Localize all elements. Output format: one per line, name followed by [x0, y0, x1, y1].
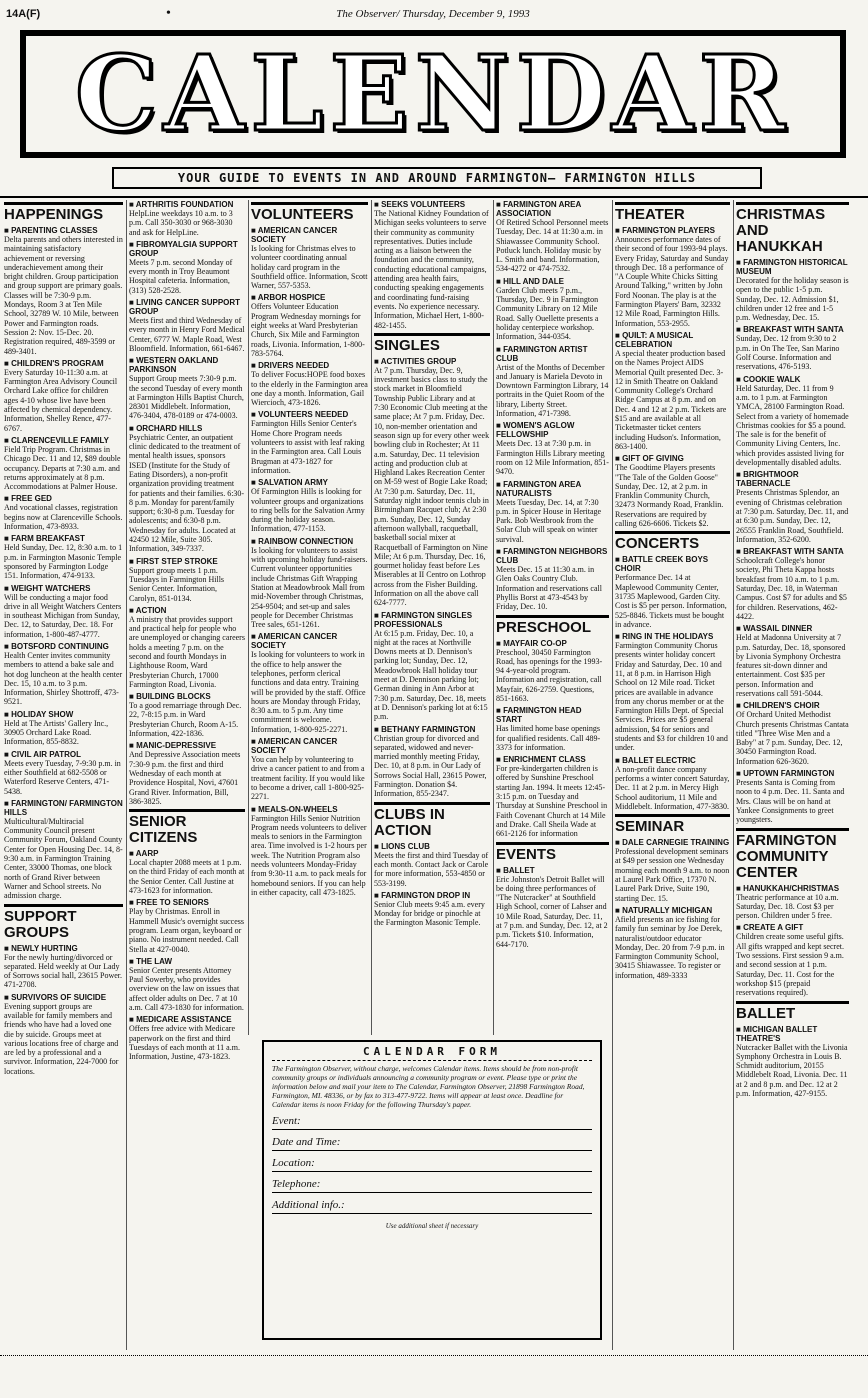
calendar-item [615, 454, 730, 528]
form-title: CALENDAR FORM [272, 1045, 592, 1061]
calendar-item [4, 799, 123, 901]
item-title: ■ DALE CARNEGIE TRAINING [615, 838, 730, 847]
item-body: Of Farmington Hills is looking for volunteer groups and organizations to ring bells for the Salvation Army during the holiday season. Information, 477-1153. [251, 487, 365, 534]
item-title: ■ QUILT: A MUSICAL CELEBRATION [615, 331, 730, 349]
item-body: Play by Christmas. Enroll in Hammell Music's overnight success program. Learn organ, keyboard or piano. No instrument needed. Call Stella at 427-0040. [129, 907, 244, 954]
item-body: For pre-kindergarten children is offered by Sunshine Preschool starting Jan. 1994. It meets 12:45-3:15 p.m. on Tuesday and Thursday at Sunshine Preschool in Faith Covenant Church at 14 Mile and Drake. Call Sheila Wade at 661-2126 for information [496, 764, 608, 839]
item-body: The Goodtime Players presents "The Tale of the Golden Goose" Sunday, Dec. 12, at 2 p.m. in Franklin Community Church, 32473 Normandy Road, Franklin. Reservations are required by calling 626-6606. Tickets $2. [615, 463, 724, 529]
calendar-item [615, 226, 730, 328]
calendar-item [374, 842, 490, 888]
calendar-item [251, 632, 368, 734]
item-title: ■ GIFT OF GIVING [615, 454, 730, 463]
divider [0, 196, 868, 198]
item-title: ■ CHILDREN'S PROGRAM [4, 359, 123, 368]
item-title: ■ AARP [129, 849, 245, 858]
item-title: ■ HANUKKAH/CHRISTMAS [736, 884, 849, 893]
item-title: ■ LIONS CLUB [374, 842, 490, 851]
calendar-item [374, 891, 490, 928]
calendar-item [496, 755, 609, 838]
calendar-item [615, 756, 730, 811]
item-title: ■ THE LAW [129, 957, 245, 966]
section-heading: CLUBS IN ACTION [374, 802, 490, 839]
item-body: Offers free advice with Medicare paperwork on the first and third Tuesdays of each month at 11 a.m. Information, Justine, 473-1823. [129, 1024, 240, 1062]
item-title: ■ AMERICAN CANCER SOCIETY [251, 226, 368, 244]
item-title: ■ CREATE A GIFT [736, 923, 849, 932]
item-title: ■ ARBOR HOSPICE [251, 293, 368, 302]
section-heading: SEMINAR [615, 814, 730, 835]
item-title: ■ SALVATION ARMY [251, 478, 368, 487]
calendar-item [496, 421, 609, 476]
calendar-item [4, 226, 123, 356]
item-title: ■ VOLUNTEERS NEEDED [251, 410, 368, 419]
calendar-item [496, 639, 609, 704]
item-body: Will be conducting a major food drive in all Weight Watchers Centers in southeast Michigan from Sunday, Dec. 12, to Saturday, Dec. 18. For information, 1-800-487-4777. [4, 592, 122, 639]
item-title: ■ BALLET [496, 866, 609, 875]
item-body: Schoolcraft College's honor society, Phi Theta Kappa hosts breakfast from 10 a.m. to 1 p.m. Saturday, Dec. 18, in Waterman Campus. Cost $7 for adults and $5 for children. Reservations, 462-4422. [736, 556, 847, 621]
item-body: Offers Volunteer Education Program Wednesday mornings for eight weeks at Ward Presbyterian Church, Six Mile and Farmington roads, Livonia. Information, 1-800-783-5764. [251, 302, 365, 358]
item-body: Meets first and third Wednesday of every month in Henry Ford Medical Center, 6777 W. Maple Road, West Bloomfield. Information, 661-6467. [129, 316, 245, 353]
item-body: Multicultural/Multiracial Community Council present Community Forum, Oakland County Center for Open Housing Dec. 14, 8-9:30 a.m. in Farmington Training Center, 33000 Thomas, one block north of Grand River between Warner and School streets. No admission charge. [4, 816, 123, 901]
item-title: ■ FARMINGTON SINGLES PROFESSIONALS [374, 611, 490, 629]
item-body: For the newly hurting/divorced or separated. Held weekly at Our Lady of Sorrows social hall, 23615 Power. 471-2708. [4, 952, 122, 990]
item-body: Meets the first and third Tuesday of each month. Contact Jack or Carole for more information, 553-4850 or 553-3199. [374, 850, 489, 888]
item-title: ■ COOKIE WALK [736, 375, 849, 384]
form-field-event[interactable]: Event: [272, 1115, 592, 1130]
folio-line [6, 6, 860, 24]
calendar-item [129, 1015, 245, 1061]
calendar-item [251, 293, 368, 358]
item-body: Meets Tuesday, Dec. 14, at 7:30 p.m. in Spicer House in Heritage Park. Bob Westbrook from the Solar Club will speak on winter survival. [496, 497, 602, 544]
issue-header: The Observer/ Thursday, December 9, 1993 [336, 8, 530, 20]
calendar-item [374, 357, 490, 608]
calendar-item [129, 606, 245, 689]
column-7 [733, 200, 851, 1350]
calendar-item [129, 356, 245, 420]
item-body: Senior Club meets 9:45 a.m. every Monday for bridge or pinochle at the Farmington Masonic Temple. [374, 899, 485, 928]
item-title: ■ SEEKS VOLUNTEERS [374, 200, 490, 209]
column-2 [126, 200, 247, 1350]
item-title: ■ ACTIVITIES GROUP [374, 357, 490, 366]
item-title: ■ SURVIVORS OF SUICIDE [4, 993, 123, 1002]
item-title: ■ BREAKFAST WITH SANTA [736, 325, 849, 334]
item-body: A ministry that provides support and practical help for people who are unemployed or changing careers holds a meeting 7 p.m. on the second and fourth Mondays in Lighthouse Room, Ward Presbyterian Church, 17000 Farmington Road, Livonia. [129, 614, 245, 689]
section-heading: PRESCHOOL [496, 615, 609, 636]
item-body: Farmington Hills Senior Nutrition Program needs volunteers to deliver meals to seniors in the Farmington area. Time involved is 1-2 hours per week. The Nutrition Program also needs volunteers Monday-Friday from 9:30-11 a.m. to pack meals for homebound seniors. If you can help in either capacity, call 473-1825. [251, 813, 367, 897]
item-title: ■ ARTHRITIS FOUNDATION [129, 200, 245, 209]
item-body: Field Trip Program. Christmas in Chicago Dec. 11 and 12, $89 double occupancy. Departs at 7:30 a.m. and returns approximately at 8 p.m. Accommodations at Palmer House. [4, 444, 121, 492]
calendar-item [736, 258, 849, 322]
item-title: ■ FARMINGTON HEAD START [496, 706, 609, 724]
item-body: Presents Christmas Splendor, an evening of Christmas celebration at 7:30 p.m. Saturday, Dec. 11, and at 6:30 p.m. Sunday, Dec. 12, 26555 Franklin Road, Southfield. Information, 352-6200. [736, 488, 849, 544]
calendar-item [496, 866, 609, 949]
item-title: ■ WEIGHT WATCHERS [4, 584, 123, 593]
calendar-item [615, 906, 730, 980]
item-body: Presents Santa is Coming from noon to 4 p.m. Dec. 11. Santa and Mrs. Claus will be on hand at Yankee Consignments to greet youngsters. [736, 778, 845, 825]
item-body: Performance Dec. 14 at Maplewood Community Center, 31735 Maplewood, Garden City. Cost is $5 per person. Information, 525-8846. Tickets must be bought in advance. [615, 573, 727, 629]
column-3 [248, 200, 370, 1035]
page-bottom-rule [0, 1355, 868, 1356]
item-body: Senior Center presents Attorney Paul Sowerby, who provides overview on the law on issues that affect older adults on Dec. 7 at 10 a.m. Call 473-1830 for information. [129, 965, 244, 1012]
item-body: The National Kidney Foundation of Michigan seeks volunteers to serve their community as community representatives. Duties include acting as a liaison between the foundation and the community, conducting educational campaigns, attending area health fairs, conducting speaking engagements and coordinating fund-raising events. No experience necessary. Information, Michael Hert, 1-800-482-1455. [374, 209, 489, 330]
item-body: Psychiatric Center, an outpatient clinic dedicated to the treatment of mental health issues, sponsors ISED (Institute for the Study of Eating Disorders), a non-profit organization providing treatment for patients and their families. 6:30-8 p.m. Monday for parent/family support; 6:30-8 p.m. Tuesday for adolescents; and 6:30-8 p.m. Wednesday for adults. Located at 42450 12 Mile, Suite 305. Information, 349-7337. [129, 432, 245, 554]
calendar-item [496, 345, 609, 419]
calendar-item [736, 624, 849, 698]
calendar-item [4, 584, 123, 639]
item-title: ■ BUILDING BLOCKS [129, 692, 245, 701]
column-1 [2, 200, 125, 1350]
item-body: Children create some useful gifts. All gifts wrapped and kept secret. Two sessions. First session 9 a.m. and second session at 1 p.m. Saturday, Dec. 11. Cost for the workshop $15 (prepaid reservations required). [736, 932, 844, 998]
item-body: You can help by volunteering to drive a cancer patient to and from a treatment facility. If you would like to become a driver, call 1-800-925-2271. [251, 755, 365, 802]
item-body: Health Center invites community members to attend a bake sale and hot dog luncheon at the health center Dec. 15, 10 a.m. to 3 p.m. Information, Shirley Shottroff, 473-9521. [4, 650, 123, 707]
item-body: Held at Madonna University at 7 p.m. Saturday, Dec. 18, sponsored by Livonia Symphony Orchestra features sit-down dinner and entertainment. Cost $35 per person. Information and reservations call 591-5044. [736, 633, 846, 698]
item-title: ■ CIVIL AIR PATROL [4, 750, 123, 759]
item-title: ■ NEWLY HURTING [4, 944, 123, 953]
calendar-item [736, 1025, 849, 1099]
item-body: Of Orchard United Methodist Church presents Christmas Cantata titled "Three Wise Men and a Baby" at 7 p.m. Sunday, Dec. 12, 30450 Farmington Road. Information 626-3620. [736, 710, 849, 766]
section-heading: THEATER [615, 202, 730, 223]
calendar-item [615, 331, 730, 451]
calendar-item [129, 298, 245, 353]
calendar-item [4, 993, 123, 1076]
item-body: Is looking for Christmas elves to volunteer coordinating annual holiday card program in the Southfield office. Information, Scott Warner, 557-5353. [251, 244, 368, 291]
calendar-item [736, 923, 849, 997]
calendar-item [4, 710, 123, 747]
calendar-item [251, 226, 368, 290]
item-title: ■ UPTOWN FARMINGTON [736, 769, 849, 778]
item-title: ■ ACTION [129, 606, 245, 615]
item-body: Decorated for the holiday season is open to the public 1-5 p.m. Sunday, Dec. 12. Admission $1, children under 12 free and 1-5 p.m. Wednesday, Dec. 15. [736, 276, 849, 323]
item-title: ■ FIBROMYALGIA SUPPORT GROUP [129, 240, 245, 258]
calendar-item [615, 555, 730, 629]
item-body: HelpLine weekdays 10 a.m. to 3 p.m. Call 350-3030 or 968-3030 and ask for HelpLine. [129, 209, 233, 237]
item-body: Evening support groups are available for family members and friends who have had a loved one die by suicide. Groups meet at various locations free of charge and are led by a professional and a survivor. Information, 224-7000 for locations. [4, 1001, 119, 1076]
calendar-item [4, 534, 123, 580]
item-title: ■ BREAKFAST WITH SANTA [736, 547, 849, 556]
calendar-item [129, 692, 245, 738]
item-title: ■ AMERICAN CANCER SOCIETY [251, 737, 368, 755]
item-title: ■ FIRST STEP STROKE [129, 557, 245, 566]
item-title: ■ WOMEN'S AGLOW FELLOWSHIP [496, 421, 609, 439]
calendar-item [374, 725, 490, 799]
item-title: ■ FARMINGTON/ FARMINGTON HILLS [4, 799, 123, 817]
form-field-date-time[interactable]: Date and Time: [272, 1136, 592, 1151]
calendar-item [251, 537, 368, 630]
item-body: To a good remarriage through Dec. 22, 7-8:15 p.m. in Ward Presbyterian Church, Room A-15. Information, 422-1836. [129, 701, 242, 739]
form-field-telephone[interactable]: Telephone: [272, 1178, 592, 1193]
item-body: Farmington Community Chorus presents winter holiday concert Friday and Saturday, Dec. 10 and 11, at 8 p.m. in Harrison High School on 12 Mile road. Ticket prices are available in advance from any chorus member or at the Farmington Hills Dept. of Special Services. Prices are $5 general admission, $4 for seniors and students and $3 for children 10 and under. [615, 641, 728, 753]
item-title: ■ FARMINGTON HISTORICAL MUSEUM [736, 258, 849, 276]
calendar-item [251, 361, 368, 407]
item-body: Farmington Hills Senior Center's Home Chore Program needs volunteers to assist with leaf raking in the Farmington area. Call Louis Brugman at 473-1827 for information. [251, 419, 365, 475]
calendar-item [129, 898, 245, 953]
calendar-item [129, 741, 245, 806]
calendar-item [4, 642, 123, 707]
item-body: To deliver Focus:HOPE food boxes to the elderly in the Farmington area one day a month. Information, Gail Wiercioch, 473-1826. [251, 370, 368, 408]
calendar-item [251, 737, 368, 801]
calendar-item [4, 750, 123, 796]
item-body: A non-profit dance company performs a winter concert Saturday, Dec. 11 at 2 p.m. in Mercy High School auditorium, 11 Mile and Middlebelt. Information, 477-3830. [615, 764, 730, 811]
calendar-item [496, 277, 609, 342]
calendar-item [129, 200, 245, 237]
form-field-additional-info[interactable]: Additional info.: [272, 1199, 592, 1214]
bullet-icon: • [166, 6, 171, 21]
section-heading: SENIOR CITIZENS [129, 809, 245, 846]
item-title: ■ ORCHARD HILLS [129, 424, 245, 433]
calendar-item [736, 325, 849, 371]
calendar-item [251, 478, 368, 533]
item-body: Meets Dec. 15 at 11:30 a.m. in Glen Oaks Country Club. Information and reservations call Phyllis Borst at 473-4543 by Friday, Dec. 10. [496, 565, 602, 612]
item-title: ■ MEALS-ON-WHEELS [251, 805, 368, 814]
item-title: ■ NATURALLY MICHIGAN [615, 906, 730, 915]
item-title: ■ WESTERN OAKLAND PARKINSON [129, 356, 245, 374]
item-body: Support group meets 1 p.m. Tuesdays in Farmington Hills Senior Center. Information, Carolyn, 851-0134. [129, 565, 225, 603]
calendar-item [129, 424, 245, 554]
item-title: ■ MAYFAIR CO-OP [496, 639, 609, 648]
item-title: ■ BETHANY FARMINGTON [374, 725, 490, 734]
item-body: At 6:15 p.m. Friday, Dec. 10, a night at the races at Northville Downs meets at D. Dennison's parking lot; Sunday, Dec. 12, Meadowbrook Hall holiday tour meet at D. Dennison parking lot; German dining in Ann Arbor at 7:30 p.m. Saturday, Dec. 18, meets at D. Dennison's parking lot at 6:15 p.m. [374, 628, 488, 722]
item-body: Held Sunday, Dec. 12, 8:30 a.m. to 1 p.m. in Farmington Masonic Temple sponsored by Farmington Lodge 151. Information, 474-9133. [4, 543, 123, 581]
item-title: ■ RAINBOW CONNECTION [251, 537, 368, 546]
item-title: ■ HOLIDAY SHOW [4, 710, 123, 719]
item-body: Sunday, Dec. 12 from 9:30 to 2 p.m. in On The Tee, San Marino Golf Course. Information and reservations, 476-5193. [736, 334, 840, 372]
item-title: ■ MICHIGAN BALLET THEATRE'S [736, 1025, 849, 1043]
item-body: Artist of the Months of December and January is Mariela Devoto in Downtown Farmington Library, 14 portraits in the Quiet Room of the library, Liberty Street. Information, 471-7398. [496, 362, 609, 419]
item-title: ■ AMERICAN CANCER SOCIETY [251, 632, 368, 650]
section-heading: CONCERTS [615, 531, 730, 552]
item-title: ■ FARMINGTON AREA ASSOCIATION [496, 200, 609, 218]
column-5 [493, 200, 611, 1035]
calendar-item [736, 470, 849, 544]
calendar-item [4, 436, 123, 491]
calendar-item [4, 359, 123, 433]
calendar-item [4, 944, 123, 990]
item-title: ■ CLARENCEVILLE FAMILY [4, 436, 123, 445]
item-body: Meets Dec. 13 at 7:30 p.m. in Farmington Hills Library meeting room on 12 Mile Information, 851-9470. [496, 439, 609, 477]
calendar-item [4, 494, 123, 531]
calendar-item [496, 706, 609, 752]
item-body: Of Retired School Personnel meets Tuesday, Dec. 14 at 11:30 a.m. in Shiawassee Community School. Potluck lunch. Holiday music by L. Smith and band. Information, 534-4272 or 474-7532. [496, 218, 609, 274]
item-body: At 7 p.m. Thursday, Dec. 9, investment basics class to study the stock market in Bloomfield Township Public Library and at 7:30 Economic Club meeting at the same place; At 7 p.m. Friday, Dec. 10, non-member orientation and season sign up for every other week bowling club in Rochester; At 11 a.m. Saturday, Dec. 11 television acting and production club at Highland Lakes Recreation Center on M-59 west of Bogie Lake Road; At 7:30 p.m. Saturday, Dec. 11, Saturday night indoor tennis club in Birmingham Racquet club; At 2:30 p.m. Sunday, Dec. 12, Sunday afternoon wallyball, racquetball, basketball social mixer at Racquetball of Farmington on Nine Mile; At 6 p.m. Thursday, Dec. 16, gourmet holiday feast before Les Miserables at II Centro on Lothrop across from the Fisher Building. Information on all the above call 624-7777. [374, 365, 490, 608]
item-body: Support Group meets 7:30-9 p.m. the second Tuesday of every month at Farmington Hills Baptist Church, 28301 Middlebelt. Information, 476-3404, 478-0189 or 474-0003. [129, 374, 244, 421]
calendar-item [736, 547, 849, 621]
section-heading: BALLET [736, 1001, 849, 1022]
item-body: Held at The Artists' Gallery Inc., 30905 Orchard Lake Road. Information, 855-8832. [4, 718, 109, 747]
calendar-form [262, 1040, 602, 1340]
item-body: Local chapter 2088 meets at 1 p.m. on the third Friday of each month at the Senior Center. Call Justine at 473-1623 for information. [129, 858, 245, 896]
item-title: ■ BOTSFORD CONTINUING [4, 642, 123, 651]
calendar-masthead [20, 30, 846, 158]
item-title: ■ LIVING CANCER SUPPORT GROUP [129, 298, 245, 316]
item-body: Nutcracker Ballet with the Livonia Symphony Orchestra in Louis B. Schmidt auditorium, 20155 Middlebelt Road, Livonia. Dec. 11 at 2 and 8 p.m. and Dec. 12 at 2 p.m. Information, 427-9155. [736, 1042, 848, 1098]
item-title: ■ MANIC-DEPRESSIVE [129, 741, 245, 750]
item-title: ■ FARMINGTON DROP IN [374, 891, 490, 900]
item-title: ■ FARM BREAKFAST [4, 534, 123, 543]
calendar-item [129, 240, 245, 295]
item-title: ■ BALLET ELECTRIC [615, 756, 730, 765]
masthead-tagline: YOUR GUIDE TO EVENTS IN AND AROUND FARMINGTON— FARMINGTON HILLS [112, 167, 762, 189]
item-body: Is looking for volunteers to assist with upcoming holiday fund-raisers. Current volunteer opportunities include Christmas Gift Wrapping Station at Meadowbrook Mall from mid-November through Christmas, 254-9504; and set-up and sales people for December Christmas Tree sales, 651-1261. [251, 545, 368, 630]
calendar-item [736, 884, 849, 921]
form-instructions: The Farmington Observer, without charge, welcomes Calendar items. Items should be from non-profit community groups or individuals announcing a community program or event. Please type or print the information below and mail your item to The Calendar, Farmington Observer, 21898 Farmington Road, Farmington, MI. 48336, or by fax to 313-477-9722. Items will appear at least once. Deadline for Calendar items is noon Friday for the following Thursday's paper. [272, 1064, 585, 1109]
item-body: Announces performance dates of their second of four 1993-94 plays. Every Friday, Saturday and Sunday through Dec. 18 a performance of "A Couple White Chicks Sitting Around Talking," written by John Ford Noonan. The play is at the Farmington Players' Barn, 32332 12 Mile Road, Farmington Hills. Information, 553-2955. [615, 235, 729, 328]
column-4 [371, 200, 492, 1035]
item-title: ■ FARMINGTON PLAYERS [615, 226, 730, 235]
item-title: ■ ENRICHMENT CLASS [496, 755, 609, 764]
section-heading: HAPPENINGS [4, 202, 123, 223]
item-title: ■ HILL AND DALE [496, 277, 609, 286]
calendar-item [129, 557, 245, 603]
item-title: ■ PARENTING CLASSES [4, 226, 123, 235]
item-body: And Depressive Association meets 7:30-9 p.m. the first and third Wednesday of each month at Providence Hospital, Novi, 47601 Grand River. Information, Bill, 386-3825. [129, 750, 241, 806]
item-body: Meets every Tuesday, 7-9:30 p.m. in either Southfield at 682-5508 or Waterford Reserve Centers, 471-5438. [4, 758, 121, 796]
item-body: Is looking for volunteers to work in the office to help answer the telephones, perform clerical functions and data entry. Training will be provided by the staff. Office hours are Monday through Friday, 8:30 a.m. to 5 p.m. Any time commitment is welcome. Information, 1-800-925-2271. [251, 650, 366, 734]
section-heading: SINGLES [374, 333, 490, 354]
item-body: Eric Johnston's Detroit Ballet will be doing three performances of "The Nutcracker" at Southfield High School, corner of Lahser and 10 Mile Road, Saturday, Dec. 11, at 7 p.m. and Sunday, Dec. 12, at 2 p.m. Tickets $10. Information, 644-7170. [496, 874, 608, 949]
item-title: ■ FARMINGTON AREA NATURALISTS [496, 480, 609, 498]
item-body: Preschool, 30450 Farmington Road, has openings for the 1993-94 4-year-old program. Information and registration, call Mayfair, 626-2759. Questions, 851-1663. [496, 647, 603, 703]
calendar-item [129, 957, 245, 1012]
item-title: ■ FARMINGTON ARTIST CLUB [496, 345, 609, 363]
item-body: And vocational classes, registration begins now at Clarenceville Schools. Information, 473-8933. [4, 503, 123, 532]
item-body: Christian group for divorced and separated, widowed and never-married monthly meeting Friday, Dec. 10, at 8 p.m. in Our Lady of Sorrows Social Hall, 23615 Power, Farmington. Donation $4. Information, 855-2347. [374, 733, 487, 799]
item-body: Professional development seminars at $49 per session one Wednesday morning each month 9 a.m. to noon at Laurel Park Office, 17370 N. Laurel Park Drive, Suite 190, starting Dec. 15. [615, 847, 730, 903]
page-number: 14A(F) [6, 8, 41, 20]
item-title: ■ CHILDREN'S CHOIR [736, 701, 849, 710]
calendar-item [736, 375, 849, 468]
item-body: Has limited home base openings for qualified residents. Call 489-3373 for information. [496, 724, 601, 752]
item-title: ■ FREE TO SENIORS [129, 898, 245, 907]
section-heading: FARMINGTON COMMUNITY CENTER [736, 828, 849, 881]
calendar-item [251, 410, 368, 475]
item-title: ■ FARMINGTON NEIGHBORS CLUB [496, 547, 609, 565]
calendar-item [496, 547, 609, 611]
form-field-location[interactable]: Location: [272, 1157, 592, 1172]
calendar-item [496, 200, 609, 274]
item-title: ■ DRIVERS NEEDED [251, 361, 368, 370]
item-title: ■ FREE GED [4, 494, 123, 503]
item-title: ■ RING IN THE HOLIDAYS [615, 632, 730, 641]
item-body: Meets 7 p.m. second Monday of every month in Troy Beaumont Hospital cafeteria. Information, (313) 528-2528. [129, 257, 233, 295]
section-heading: EVENTS [496, 842, 609, 863]
item-body: Every Saturday 10-11:30 a.m. at Farmington Area Advisory Council Orchard Lake office for children ages 4-10 whose live have been affected by chemical dependency. Information, Shelley Rence, 477-6767. [4, 367, 118, 433]
masthead-title: CALENDAR [74, 32, 792, 155]
item-body: A special theater production based on the Names Project AIDS Memorial Quilt presented Dec. 3-12 in Smith Theatre on Oakland Community College's Orchard Ridge Campus at 8 p.m. and on Dec. 4 and 12 at 2 p.m. Tickets are $15 and are available at all Ticketmaster ticket centers including Hudson's. Information, 863-1400. [615, 348, 727, 451]
form-footer: Use additional sheet if necessary [385, 1222, 479, 1230]
calendar-item [129, 849, 245, 895]
calendar-item [374, 611, 490, 722]
calendar-item [374, 200, 490, 330]
section-heading: SUPPORT GROUPS [4, 904, 123, 941]
item-title: ■ BRIGHTMOOR TABERNACLE [736, 470, 849, 488]
item-body: Delta parents and others interested in maintaining satisfactory achievement or reversing underachievement among their bright children. Group participation and group support are primary goals. Classes will be 7:30-9 p.m. Mondays, Room 3 at Ten Mile School, 32789 W. 10 Mile, between Power and Farmington roads. Session 2: Nov. 15-Dec. 20. Registration required, 489-3599 or 489-3401. [4, 235, 123, 356]
calendar-item [251, 805, 368, 898]
item-body: Afield presents an ice fishing for family fun seminar by Joe Derek, naturalist/outdoor educator Monday, Dec. 20 from 7-9 p.m. in Farmington Community School, 30415 Shiawassee. To register or information, 489-3333 [615, 914, 725, 980]
item-body: Garden Club meets 7 p.m., Thursday, Dec. 9 in Farmington Community Library on 12 Mile Road. Sally Ouellette presents a holiday centerpiece workshop. Information, 344-0354. [496, 285, 599, 342]
calendar-item [615, 632, 730, 753]
item-title: ■ MEDICARE ASSISTANCE [129, 1015, 245, 1024]
column-6 [612, 200, 732, 1350]
item-title: ■ WASSAIL DINNER [736, 624, 849, 633]
calendar-item [736, 769, 849, 824]
calendar-item [615, 838, 730, 903]
section-heading: VOLUNTEERS [251, 202, 368, 223]
item-body: Held Saturday, Dec. 11 from 9 a.m. to 1 p.m. at Farmington YMCA, 28100 Farmington Road. Select from a variety of homemade Christmas cookies for $5 a pound. The sale is for the benefit of Community Living Centers, Inc. which provides assisted living for developmentally disabled adults. [736, 383, 849, 468]
item-body: Theatric performance at 10 a.m. Saturday, Dec. 18. Cost $3 per person. Children under 5 free. [736, 892, 839, 921]
section-heading: CHRISTMAS AND HANUKKAH [736, 202, 849, 255]
calendar-item [736, 701, 849, 766]
calendar-item [496, 480, 609, 544]
item-title: ■ BATTLE CREEK BOYS CHOIR [615, 555, 730, 573]
